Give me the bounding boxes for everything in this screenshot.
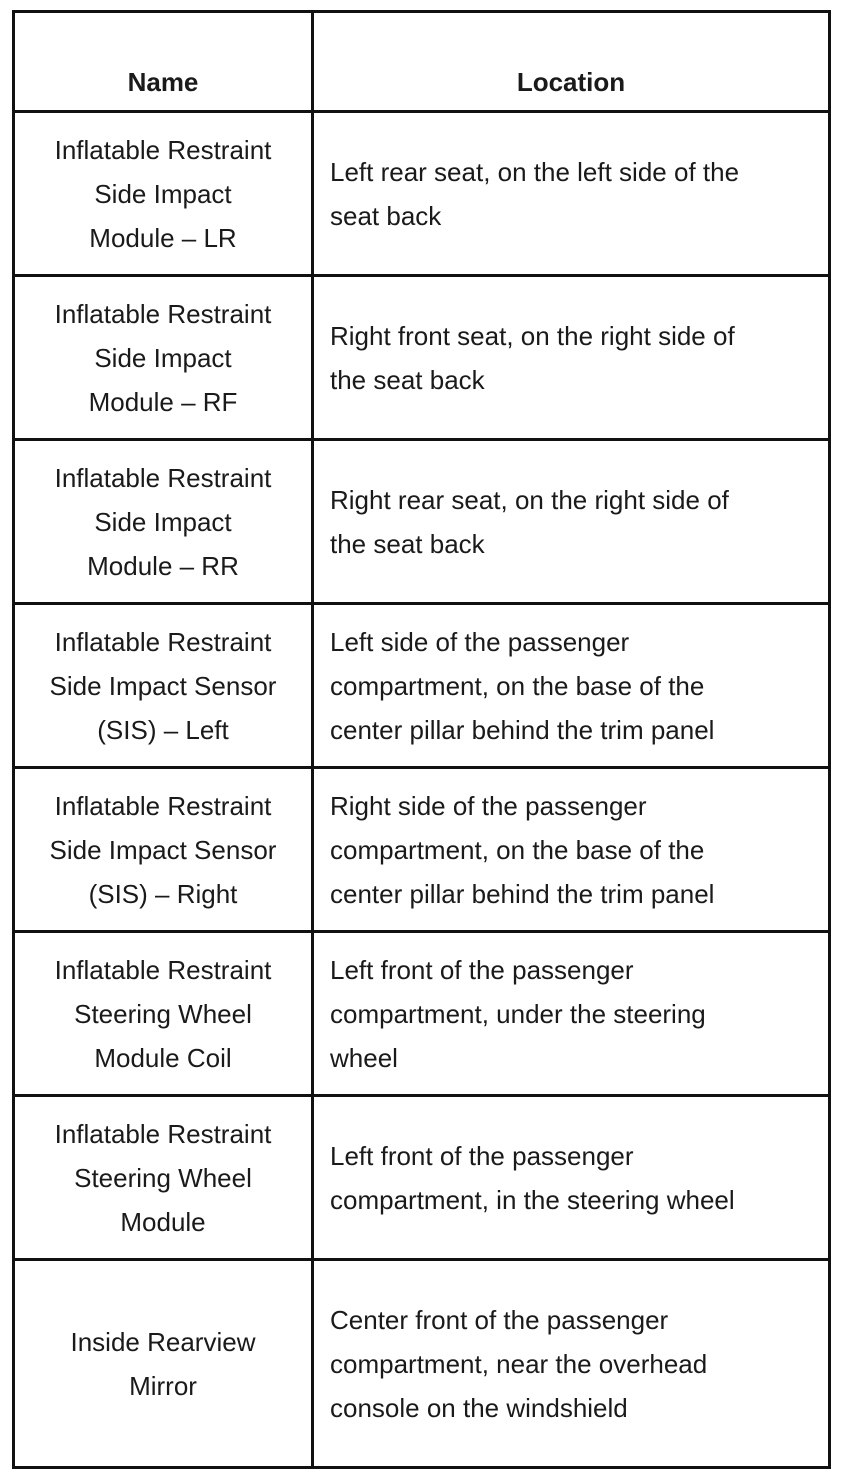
name-line: Side Impact [94, 506, 232, 537]
table-row [14, 604, 830, 768]
name-cell [14, 604, 313, 768]
location-line: Right rear seat, on the right side of [330, 484, 729, 515]
location-line: console on the windshield [330, 1392, 628, 1423]
component-location-table-container [12, 10, 828, 1469]
name-line: Side Impact Sensor [49, 834, 277, 865]
table-row [14, 1096, 830, 1260]
location-cell [313, 112, 830, 276]
location-cell [313, 932, 830, 1096]
name-line: Module – LR [89, 222, 237, 253]
location-line: Left front of the passenger [330, 954, 634, 985]
name-cell [14, 768, 313, 932]
name-line: Side Impact [94, 178, 232, 209]
table-row [14, 440, 830, 604]
name-line: (SIS) – Left [97, 714, 229, 745]
location-line: seat back [330, 200, 442, 231]
name-line: Inflatable Restraint [54, 954, 272, 985]
table-row [14, 932, 830, 1096]
location-cell [313, 1096, 830, 1260]
name-line: Inflatable Restraint [54, 1118, 272, 1149]
name-line: Inflatable Restraint [54, 790, 272, 821]
header-location: Location [313, 12, 830, 112]
location-cell [313, 440, 830, 604]
component-location-table [12, 10, 831, 1469]
table-row [14, 276, 830, 440]
name-line: Steering Wheel [74, 1162, 252, 1193]
location-line: compartment, on the base of the [330, 670, 705, 701]
name-line: Inside Rearview [70, 1326, 256, 1357]
location-line: Right side of the passenger [330, 790, 647, 821]
location-line: Left front of the passenger [330, 1140, 634, 1171]
name-line: Module [120, 1206, 206, 1237]
location-line: compartment, under the steering [330, 998, 706, 1029]
table-header-row [14, 12, 830, 112]
table-row [14, 1260, 830, 1468]
name-cell [14, 1260, 313, 1468]
name-line: Mirror [129, 1370, 197, 1401]
location-line: wheel [330, 1042, 398, 1073]
location-line: Left side of the passenger [330, 626, 630, 657]
name-line: (SIS) – Right [88, 878, 238, 909]
location-line: Right front seat, on the right side of [330, 320, 735, 351]
header-name: Name [14, 12, 313, 112]
location-line: Center front of the passenger [330, 1304, 669, 1335]
location-cell [313, 768, 830, 932]
name-line: Inflatable Restraint [54, 134, 272, 165]
location-line: compartment, on the base of the [330, 834, 705, 865]
name-line: Module – RR [87, 550, 239, 581]
location-line: compartment, near the overhead [330, 1348, 708, 1379]
name-cell [14, 1096, 313, 1260]
name-cell [14, 932, 313, 1096]
location-line: the seat back [330, 364, 485, 395]
location-line: the seat back [330, 528, 485, 559]
location-line: center pillar behind the trim panel [330, 714, 715, 745]
location-line: center pillar behind the trim panel [330, 878, 715, 909]
location-cell [313, 604, 830, 768]
name-cell [14, 440, 313, 604]
name-line: Module Coil [94, 1042, 232, 1073]
name-cell [14, 112, 313, 276]
location-cell [313, 276, 830, 440]
location-cell [313, 1260, 830, 1468]
table-row [14, 112, 830, 276]
location-line: Left rear seat, on the left side of the [330, 156, 740, 187]
name-line: Steering Wheel [74, 998, 252, 1029]
name-line: Inflatable Restraint [54, 462, 272, 493]
name-line: Inflatable Restraint [54, 298, 272, 329]
name-cell [14, 276, 313, 440]
name-line: Side Impact Sensor [49, 670, 277, 701]
table-row [14, 768, 830, 932]
name-line: Module – RF [88, 386, 238, 417]
name-line: Side Impact [94, 342, 232, 373]
name-line: Inflatable Restraint [54, 626, 272, 657]
location-line: compartment, in the steering wheel [330, 1184, 735, 1215]
